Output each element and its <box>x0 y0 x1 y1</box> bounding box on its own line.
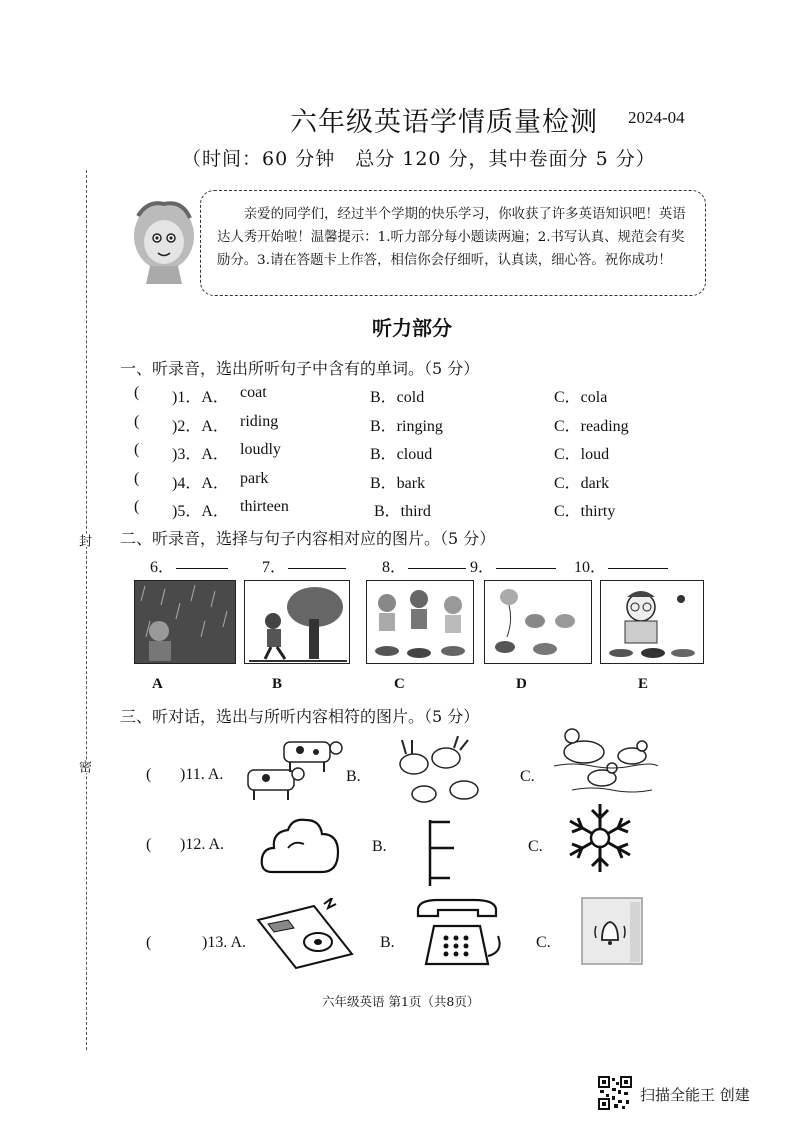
blank-8-label: 8． <box>382 559 407 576</box>
blank-9-label: 9． <box>470 559 495 576</box>
q11-option-b: B. <box>346 768 361 785</box>
picture-e-label: E <box>638 676 649 692</box>
option-b: B．bark <box>370 475 426 492</box>
picture-d-label: D <box>516 676 527 692</box>
binding-margin-line <box>86 170 87 1050</box>
q12-option-b: B. <box>372 838 387 855</box>
scanner-watermark-text: 扫描全能王 创建 <box>640 1086 750 1104</box>
option-a: coat <box>240 384 267 401</box>
exam-title: 六年级英语学情质量检测 <box>290 107 598 138</box>
blank-10-label: 10． <box>574 559 607 576</box>
part1-question-5 <box>134 498 694 520</box>
blank-6-line[interactable] <box>176 554 228 569</box>
q13-number: )13. A. <box>202 934 246 951</box>
picture-c-label: C <box>394 676 405 692</box>
boy-eating-icon <box>601 581 704 664</box>
part1-question-4 <box>134 470 694 492</box>
picture-b-tree <box>244 580 350 664</box>
part1-question-2 <box>134 413 694 435</box>
option-b: B．cold <box>370 389 425 406</box>
balloons-icon <box>485 581 592 664</box>
qr-code-icon <box>598 1076 632 1110</box>
q13-option-b: B. <box>380 934 395 951</box>
question-number: )3．A． <box>172 446 229 463</box>
option-c: C．thirty <box>554 503 616 520</box>
cd-player-icon <box>254 898 356 970</box>
q11-number: )11. A. <box>180 766 224 783</box>
picture-c-picnic <box>366 580 474 664</box>
rain-boy-icon <box>135 581 236 664</box>
option-c: C．cola <box>554 389 608 406</box>
q13-paren: ( <box>146 934 152 951</box>
picture-b-label: B <box>272 676 283 692</box>
telephone-icon <box>412 896 504 972</box>
question-number: )4．A． <box>172 475 229 492</box>
q13-option-c: C. <box>536 934 551 951</box>
option-a: thirteen <box>240 498 289 515</box>
side-mark-secret: 密 <box>76 760 91 773</box>
blank-9-line[interactable] <box>496 554 556 569</box>
blank-7-label: 7． <box>262 559 287 576</box>
part3-heading: 三、听对话，选出与所听内容相符的图片。（5 分） <box>120 707 480 726</box>
option-c: C．loud <box>554 446 610 463</box>
page-footer: 六年级英语 第1页（共8页） <box>322 994 480 1009</box>
rabbits-icon <box>384 736 488 806</box>
q11-option-c: C. <box>520 768 535 785</box>
picture-e-eating <box>600 580 704 664</box>
q12-paren: ( <box>146 836 152 853</box>
question-number: )1．A． <box>172 389 229 406</box>
picture-d-balloons <box>484 580 592 664</box>
q12-number: )12. A. <box>180 836 224 853</box>
q12-option-c: C. <box>528 838 543 855</box>
answer-paren: ( <box>134 384 140 401</box>
answer-paren: ( <box>134 498 140 515</box>
listening-section-title: 听力部分 <box>372 316 452 340</box>
option-a: riding <box>240 413 279 430</box>
picnic-children-icon <box>367 581 474 664</box>
ducks-icon <box>552 726 660 796</box>
doorbell-icon <box>580 896 646 968</box>
cows-icon <box>244 736 344 804</box>
option-b: B．ringing <box>370 418 443 435</box>
part1-heading: 一、听录音，选出所听句子中含有的单词。（5 分） <box>120 359 480 378</box>
option-c: C．reading <box>554 418 629 435</box>
picture-a-label: A <box>152 676 163 692</box>
tip-note-box: 亲爱的同学们，经过半个学期的快乐学习，你收获了许多英语知识吧！英语达人秀开始啦！温馨提示：1.听力部分每小题读两遍；2.书写认真、规范会有奖励分。3.请在答题卡上作答，相信你会仔细听，认真读，细心答。祝你成功！ <box>200 190 706 296</box>
answer-paren: ( <box>134 413 140 430</box>
picture-a-rain <box>134 580 236 664</box>
option-c: C．dark <box>554 475 610 492</box>
answer-paren: ( <box>134 441 140 458</box>
option-b: B．cloud <box>370 446 433 463</box>
part1-question-3 <box>134 441 694 463</box>
tree-boy-icon <box>245 581 350 664</box>
option-b: B．third <box>374 503 431 520</box>
exam-subtitle: （时间：60 分钟 总分 120 分，其中卷面分 5 分） <box>182 148 656 170</box>
question-number: )5．A． <box>172 503 229 520</box>
option-a: park <box>240 470 269 487</box>
blank-10-line[interactable] <box>608 554 668 569</box>
side-mark-seal: 封 <box>76 534 91 547</box>
part2-heading: 二、听录音，选择与句子内容相对应的图片。（5 分） <box>120 529 496 548</box>
wind-lines-icon <box>420 818 460 890</box>
cloud-icon <box>258 812 342 880</box>
blank-7-line[interactable] <box>288 554 346 569</box>
part2-answer-blanks <box>150 554 690 576</box>
option-a: loudly <box>240 441 281 458</box>
answer-paren: ( <box>134 470 140 487</box>
girl-cartoon-image <box>128 196 200 286</box>
blank-6-label: 6． <box>150 559 175 576</box>
part1-question-1 <box>134 384 694 406</box>
blank-8-line[interactable] <box>408 554 466 569</box>
q11-paren: ( <box>146 766 152 783</box>
exam-date: 2024-04 <box>628 108 685 127</box>
snowflake-icon <box>562 800 638 876</box>
question-number: )2．A． <box>172 418 229 435</box>
